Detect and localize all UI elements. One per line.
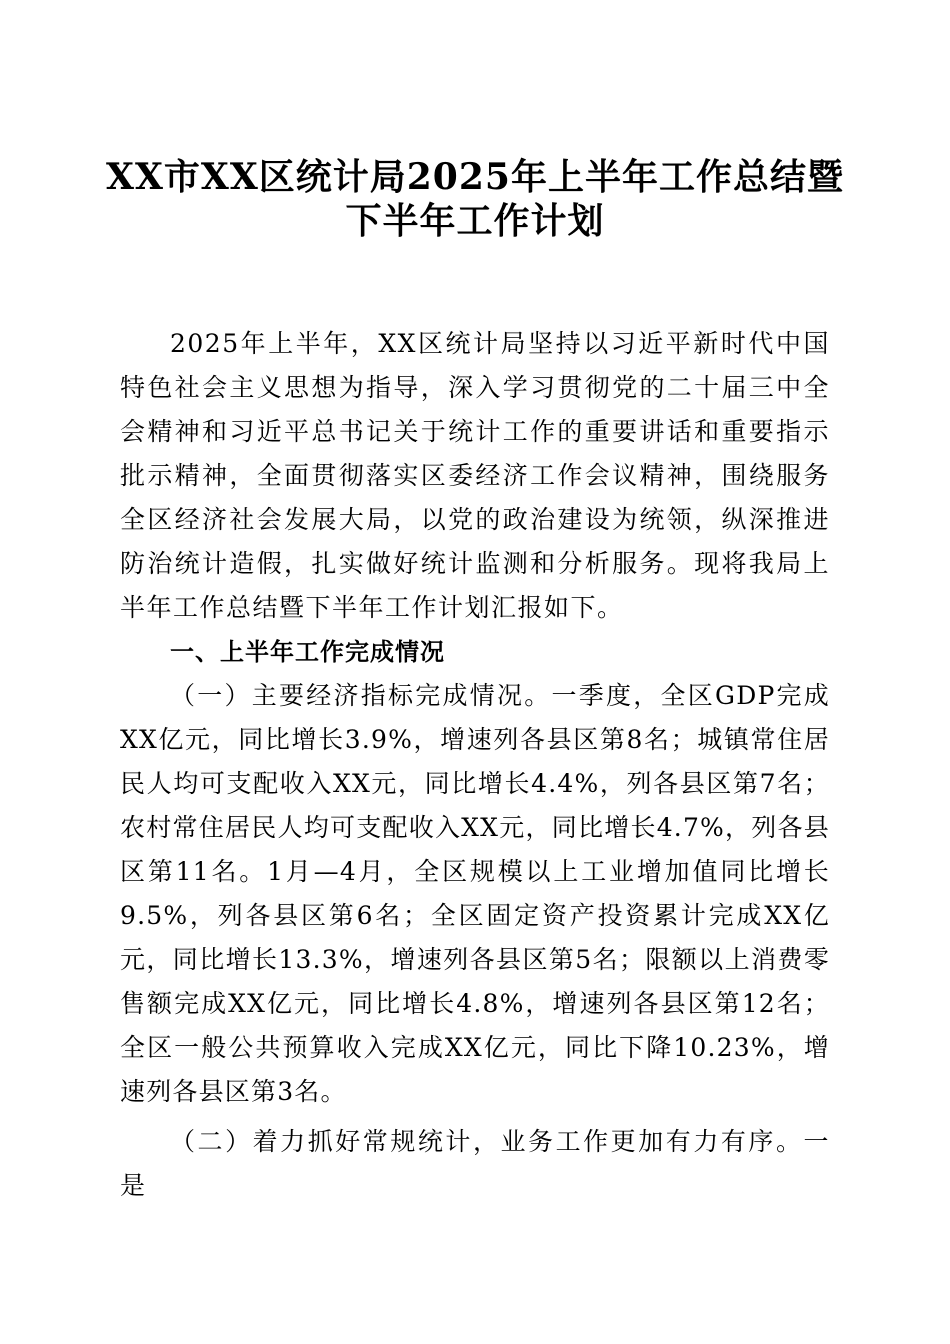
section-heading: 一、上半年工作完成情况 bbox=[170, 638, 445, 666]
intro-paragraph: 2025年上半年，XX区统计局坚持以习近平新时代中国特色社会主义思想为指导，深入学习贯彻党的二十届三中全会精神和习近平总书记关于统计工作的重要讲话和重要指示批示精神，全面贯彻落实区委经济工作会议精神，围绕服务全区经济社会发展大局，以党的政治建设为统领，纵深推进防治统计造假，扎实做好统计监测和分析服务。现将我局上半年工作总结暨下半年工作计划汇报如下。 bbox=[120, 329, 830, 622]
routine-statistics-paragraph: （二）着力抓好常规统计，业务工作更加有力有序。一是 bbox=[120, 1127, 830, 1200]
document-title-line-1: XX市XX区统计局2025年上半年工作总结暨 bbox=[106, 156, 844, 198]
document-title-line-2: 下半年工作计划 bbox=[345, 200, 605, 242]
economic-indicators-paragraph: （一）主要经济指标完成情况。一季度，全区GDP完成XX亿元，同比增长3.9%，增速列各县区第8名；城镇常住居民人均可支配收入XX元，同比增长4.4%，列各县区第7名；农村常住居民人均可支配收入XX元，同比增长4.7%，列各县区第11名。1月—4月，全区规模以上工业增加值同比增长9.5%，列各县区第6名；全区固定资产投资累计完成XX亿元，同比增长13.3%，增速列各县区第5名；限额以上消费零售额完成XX亿元，同比增长4.8%，增速列各县区第12名；全区一般公共预算收入完成XX亿元，同比下降10.23%，增速列各县区第3名。 bbox=[120, 681, 830, 1106]
